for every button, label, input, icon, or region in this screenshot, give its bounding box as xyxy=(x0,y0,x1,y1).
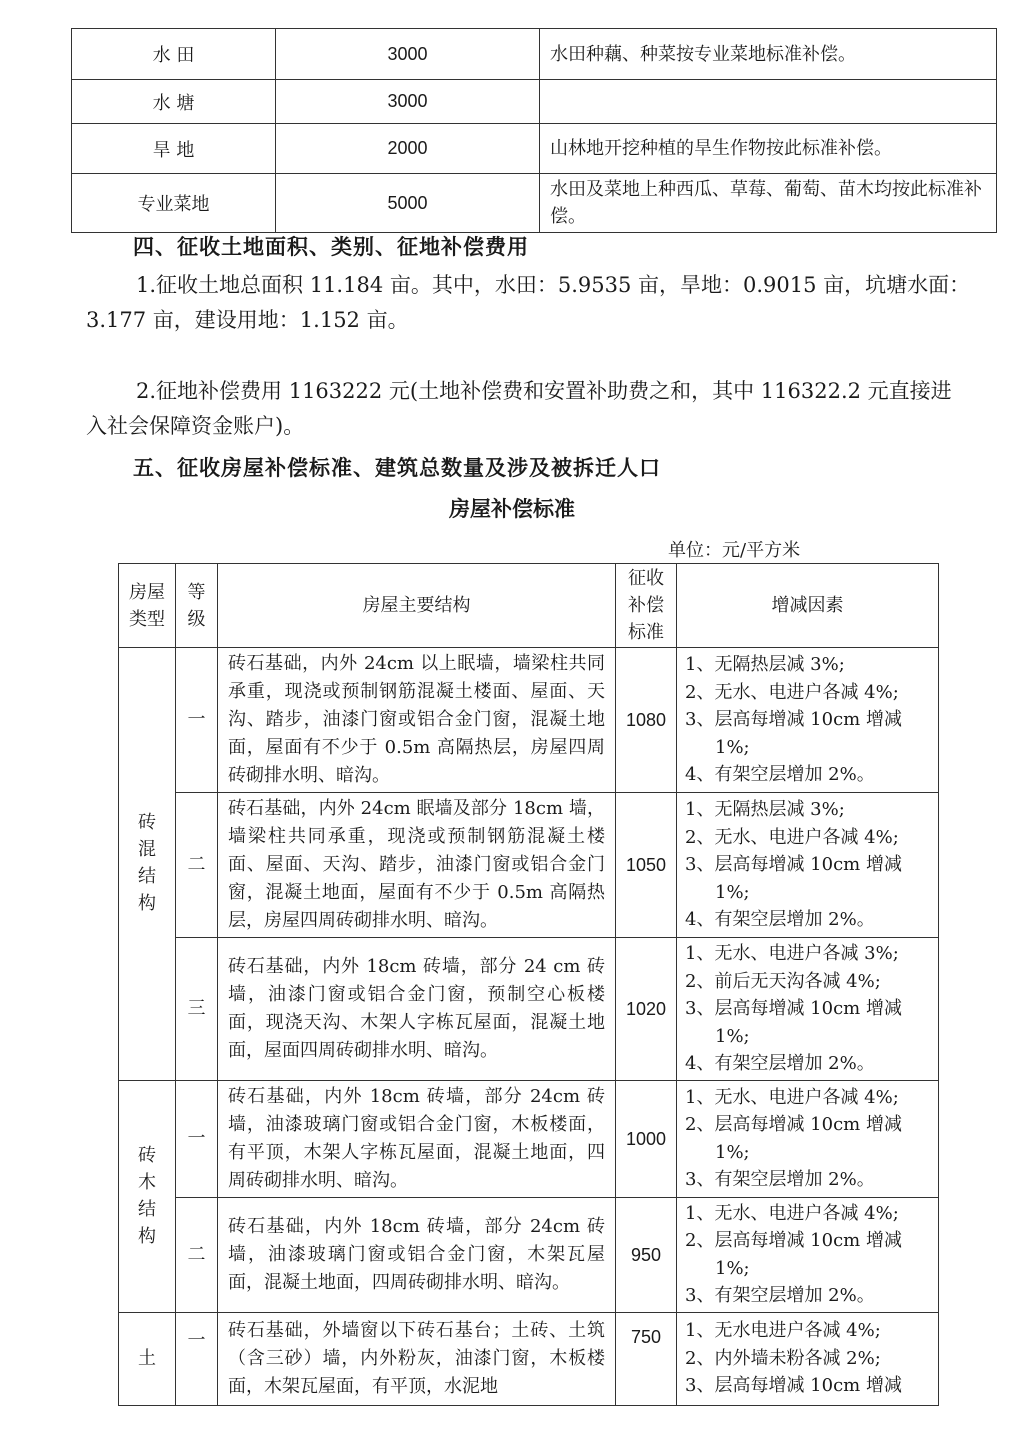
factor-line: 4、有架空层增加 2%。 xyxy=(685,909,875,931)
factor-line: 2、层高每增减 10cm 增减 xyxy=(685,1230,902,1251)
land-note-cell: 水田种藕、种菜按专业菜地标准补偿。 xyxy=(540,29,997,80)
header-structure: 房屋主要结构 xyxy=(218,564,616,648)
factor-line: 1、无隔热层减 3%; xyxy=(685,799,845,821)
price-cell: 950 xyxy=(616,1197,677,1312)
land-type-cell: 水 塘 xyxy=(72,80,276,124)
structure-cell: 砖石基础，内外 24cm 以上眠墙，墙梁柱共同承重，现浇或预制钢筋混凝土楼面、屋面、天沟、踏步，油漆门窗或铝合金门窗，混凝土地面，屋面有不少于 0.5m 高隔热层，房屋四周砖砌排水明、暗沟。 xyxy=(218,648,616,793)
land-amount-cell: 3000 xyxy=(276,29,540,80)
factor-line: 2、前后无天沟各减 4%; xyxy=(685,970,881,992)
factors-cell xyxy=(677,1080,939,1197)
price-cell: 1000 xyxy=(616,1080,677,1197)
header-type: 房屋类型 xyxy=(129,581,165,630)
house-compensation-table xyxy=(118,563,939,1406)
land-note-cell: 水田及菜地上种西瓜、草莓、葡萄、苗木均按此标准补偿。 xyxy=(540,174,997,233)
header-factors: 增减因素 xyxy=(677,564,939,648)
grade-cell: 二 xyxy=(176,793,218,938)
grade-cell: 一 xyxy=(176,648,218,793)
factor-line: 1%; xyxy=(715,1141,750,1163)
compensation-fee-paragraph: 2.征地补偿费用 1163222 元(土地补偿费和安置补助费之和，其中 116322.2 元直接进入社会保障资金账户)。 xyxy=(86,379,952,438)
table-header-row xyxy=(119,564,939,648)
factors-cell xyxy=(677,1197,939,1312)
land-amount-cell: 5000 xyxy=(276,174,540,233)
header-grade: 等级 xyxy=(187,581,206,630)
factor-line: 2、无水、电进户各减 4%; xyxy=(685,826,899,848)
price-cell: 1080 xyxy=(616,648,677,793)
structure-cell: 砖石基础，内外 18cm 砖墙，部分 24cm 砖墙，油漆玻璃门窗或铝合金门窗，木板楼面，有平顶，木架人字栋瓦屋面，混凝土地面，四周砖砌排水明、暗沟。 xyxy=(218,1080,616,1197)
factor-line: 1%; xyxy=(715,1025,750,1047)
factor-line: 1%; xyxy=(715,881,750,903)
factor-line: 1、无隔热层减 3%; xyxy=(685,654,845,676)
grade-cell: 一 xyxy=(176,1312,218,1405)
factor-line: 4、有架空层增加 2%。 xyxy=(685,1053,875,1074)
factor-line: 1、无水电进户各减 4%; xyxy=(685,1320,881,1342)
grade-cell: 一 xyxy=(176,1080,218,1197)
factor-line: 1、无水、电进户各减 4%; xyxy=(685,1086,899,1108)
structure-cell: 砖石基础，内外 18cm 砖墙，部分 24cm 砖墙，油漆玻璃门窗或铝合金门窗，木架瓦屋面，混凝土地面，四周砖砌排水明、暗沟。 xyxy=(218,1197,616,1312)
group-earth: 土 xyxy=(119,1312,176,1405)
factor-line: 2、层高每增减 10cm 增减 xyxy=(685,1114,902,1135)
table-row xyxy=(119,938,939,1081)
factor-line: 1%; xyxy=(715,1257,750,1279)
house-table-title: 房屋补偿标准 xyxy=(449,496,575,521)
structure-cell: 砖石基础，内外 24cm 眠墙及部分 18cm 墙，墙梁柱共同承重，现浇或预制钢筋混凝土楼面、屋面、天沟、踏步，油漆门窗或铝合金门窗，混凝土地面，屋面有不少于 0.5m 高隔热层，房屋四周砖砌排水明、暗沟。 xyxy=(218,793,616,938)
land-amount-cell: 3000 xyxy=(276,80,540,124)
factor-line: 3、层高每增减 10cm 增减 xyxy=(685,1375,902,1397)
table-row xyxy=(119,793,939,938)
land-type-cell: 专业菜地 xyxy=(72,174,276,233)
factor-line: 3、有架空层增加 2%。 xyxy=(685,1169,875,1190)
land-area-paragraph: 1.征收土地总面积 11.184 亩。其中，水田：5.9535 亩，旱地：0.9015 亩，坑塘水面：3.177 亩，建设用地：1.152 亩。 xyxy=(86,273,971,332)
factors-cell xyxy=(677,1312,939,1405)
table-row xyxy=(72,29,997,80)
factor-line: 3、层高每增减 10cm 增减 xyxy=(685,998,902,1019)
factors-cell xyxy=(677,648,939,793)
factor-line: 3、层高每增减 10cm 增减 xyxy=(685,854,902,876)
table-row xyxy=(119,1080,939,1197)
table-row xyxy=(119,1197,939,1312)
grade-cell: 二 xyxy=(176,1197,218,1312)
land-compensation-table xyxy=(71,28,997,233)
factor-line: 3、有架空层增加 2%。 xyxy=(685,1285,875,1306)
factor-line: 2、内外墙未粉各减 2%; xyxy=(685,1347,881,1369)
section-5-heading: 五、征收房屋补偿标准、建筑总数量及涉及被拆迁人口 xyxy=(133,455,661,480)
factor-line: 1%; xyxy=(715,736,750,758)
header-price: 征收补偿标准 xyxy=(628,568,664,643)
land-note-cell: 山林地开挖种植的旱生作物按此标准补偿。 xyxy=(540,124,997,174)
land-type-cell: 水 田 xyxy=(72,29,276,80)
group-brick-wood: 砖木结构 xyxy=(138,1144,156,1247)
factors-cell xyxy=(677,938,939,1081)
factor-line: 1、无水、电进户各减 3%; xyxy=(685,943,899,964)
group-brick-concrete: 砖混结构 xyxy=(138,812,156,915)
grade-cell: 三 xyxy=(176,938,218,1081)
factor-line: 3、层高每增减 10cm 增减 xyxy=(685,709,902,731)
price-cell: 1050 xyxy=(616,793,677,938)
land-amount-cell: 2000 xyxy=(276,124,540,174)
table-row xyxy=(72,80,997,124)
unit-label: 单位：元/平方米 xyxy=(668,540,801,561)
section-4-heading: 四、征收土地面积、类别、征地补偿费用 xyxy=(133,234,529,259)
table-row xyxy=(72,124,997,174)
price-cell: 1020 xyxy=(616,938,677,1081)
table-row xyxy=(119,648,939,793)
land-type-cell: 旱 地 xyxy=(72,124,276,174)
factor-line: 4、有架空层增加 2%。 xyxy=(685,764,875,786)
structure-cell: 砖石基础，外墙窗以下砖石基台；土砖、土筑（含三砂）墙，内外粉灰，油漆门窗，木板楼面，木架瓦屋面，有平顶，水泥地 xyxy=(218,1312,616,1405)
price-cell: 750 xyxy=(616,1312,677,1405)
land-note-cell xyxy=(540,80,997,124)
factor-line: 1、无水、电进户各减 4%; xyxy=(685,1202,899,1224)
factors-cell xyxy=(677,793,939,938)
table-row xyxy=(119,1312,939,1405)
factor-line: 2、无水、电进户各减 4%; xyxy=(685,681,899,703)
structure-cell: 砖石基础，内外 18cm 砖墙，部分 24 cm 砖墙，油漆门窗或铝合金门窗，预制空心板楼面，现浇天沟、木架人字栋瓦屋面，混凝土地面，屋面四周砖砌排水明、暗沟。 xyxy=(218,938,616,1081)
table-row xyxy=(72,174,997,233)
